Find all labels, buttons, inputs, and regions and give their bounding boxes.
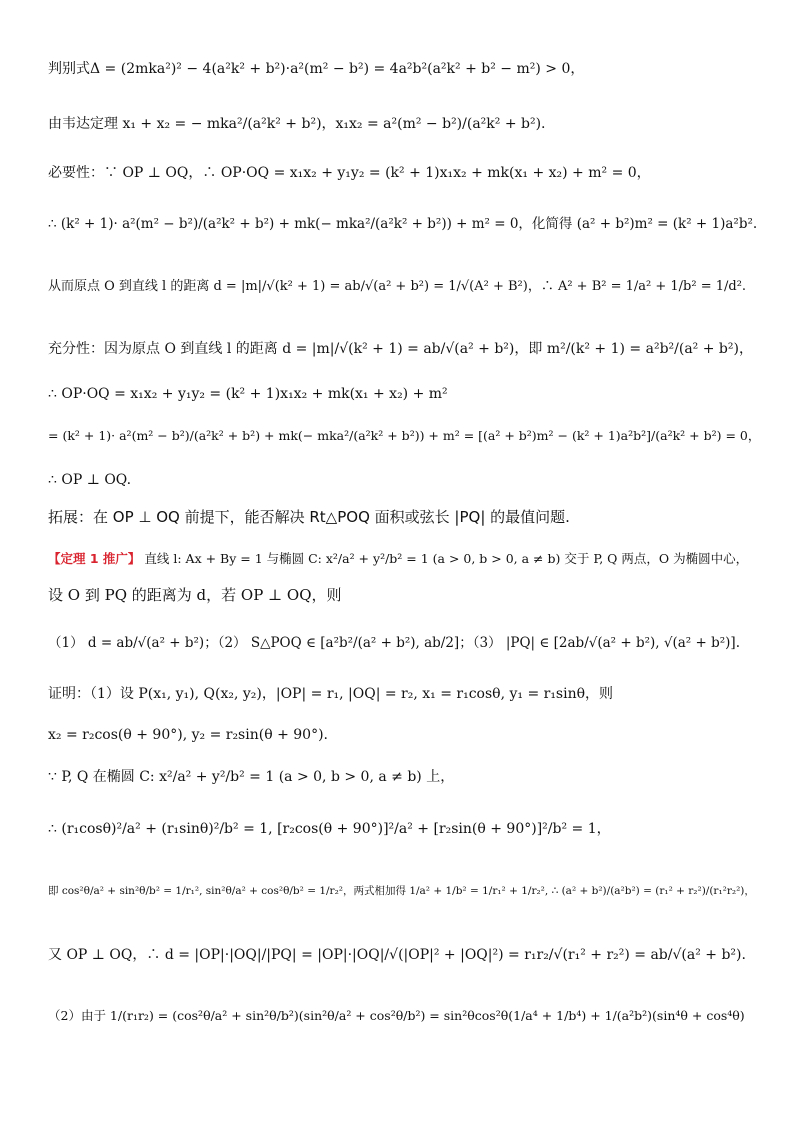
theorem-condition-line: 设 O 到 PQ 的距离为 d，若 OP ⊥ OQ，则 bbox=[48, 586, 342, 604]
theorem-tag: 【定理 1 推广】 bbox=[48, 551, 141, 566]
sufficiency-line: 充分性：因为原点 O 到直线 l 的距离 d = |m|/√(k² + 1) = ab/√(a² + b²)，即 m²/(k² + 1) = a²b²/(a² + b²)， bbox=[48, 341, 753, 357]
proof-q-coords-line: x₂ = r₂cos(θ + 90°), y₂ = r₂sin(θ + 90°). bbox=[48, 727, 328, 743]
distance-proof-line: 又 OP ⊥ OQ，∴ d = |OP|·|OQ|/|PQ| = |OP|·|OQ|/√(|OP|² + |OQ|²) = r₁r₂/√(r₁² + r₂²) = ab/√(a² + b²). bbox=[48, 947, 746, 963]
vieta-line: 由韦达定理 x₁ + x₂ = − mka²/(a²k² + b²)，x₁x₂ = a²(m² − b²)/(a²k² + b²). bbox=[48, 116, 546, 132]
product-expansion-line: （2）由于 1/(r₁r₂) = (cos²θ/a² + sin²θ/b²)(sin²θ/a² + cos²θ/b²) = sin²θcos²θ(1/a⁴ + 1/b⁴) + 1/(a²b²)(sin⁴θ + cos⁴θ) bbox=[48, 1008, 745, 1023]
necessity-simplify-line: ∴ (k² + 1)· a²(m² − b²)/(a²k² + b²) + mk(− mka²/(a²k² + b²)) + m² = 0，化简得 (a² + b²)m² = (k² + 1)a²b². bbox=[48, 216, 758, 232]
sum-of-equations-line: 即 cos²θ/a² + sin²θ/b² = 1/r₁², sin²θ/a² + cos²θ/b² = 1/r₂²，两式相加得 1/a² + 1/b² = 1/r₁² + 1/r₂², ∴ (a² + b²)/(a²b²) = (r₁² + r₂²)/(r₁²r₂²)， bbox=[48, 885, 755, 897]
ellipse-substitution-line: ∴ (r₁cosθ)²/a² + (r₁sinθ)²/b² = 1, [r₂cos(θ + 90°)]²/a² + [r₂sin(θ + 90°)]²/b² = 1， bbox=[48, 821, 611, 837]
on-ellipse-line: ∵ P, Q 在椭圆 C: x²/a² + y²/b² = 1 (a > 0, b > 0, a ≠ b) 上， bbox=[48, 769, 455, 785]
perpendicular-conclusion: ∴ OP ⊥ OQ. bbox=[48, 472, 132, 488]
extension-text: 拓展：在 OP ⊥ OQ 前提下，能否解决 Rt△POQ 面积或弦长 |PQ| 的最值问题. bbox=[48, 508, 570, 526]
necessity-line: 必要性：∵ OP ⊥ OQ，∴ OP·OQ = x₁x₂ + y₁y₂ = (k² + 1)x₁x₂ + mk(x₁ + x₂) + m² = 0， bbox=[48, 165, 651, 181]
proof-setup-line: 证明：（1）设 P(x₁, y₁), Q(x₂, y₂)，|OP| = r₁, |OQ| = r₂, x₁ = r₁cosθ, y₁ = r₁sinθ，则 bbox=[48, 686, 614, 702]
dot-product-line: ∴ OP·OQ = x₁x₂ + y₁y₂ = (k² + 1)x₁x₂ + mk(x₁ + x₂) + m² bbox=[48, 386, 448, 402]
theorem-results-line: （1） d = ab/√(a² + b²)；（2） S△POQ ∈ [a²b²/(a² + b²), ab/2]；（3） |PQ| ∈ [2ab/√(a² + b²), √(a² + b²)]. bbox=[48, 635, 740, 651]
discriminant-line: 判别式Δ = (2mka²)² − 4(a²k² + b²)·a²(m² − b²) = 4a²b²(a²k² + b² − m²) > 0， bbox=[48, 61, 585, 77]
dot-product-eval-line: = (k² + 1)· a²(m² − b²)/(a²k² + b²) + mk(− mka²/(a²k² + b²)) + m² = [(a² + b²)m² − (k² + 1)a²b²]/(a²k² + b²) = 0， bbox=[48, 428, 761, 443]
distance-line: 从而原点 O 到直线 l 的距离 d = |m|/√(k² + 1) = ab/√(a² + b²) = 1/√(A² + B²)，∴ A² + B² = 1/a² + 1/b² = 1/d². bbox=[48, 279, 747, 294]
extension-line bbox=[48, 506, 764, 528]
theorem-statement bbox=[48, 548, 764, 570]
theorem-text: 直线 l: Ax + By = 1 与椭圆 C: x²/a² + y²/b² = 1 (a > 0, b > 0, a ≠ b) 交于 P, Q 两点，O 为椭圆中心， bbox=[140, 551, 749, 566]
